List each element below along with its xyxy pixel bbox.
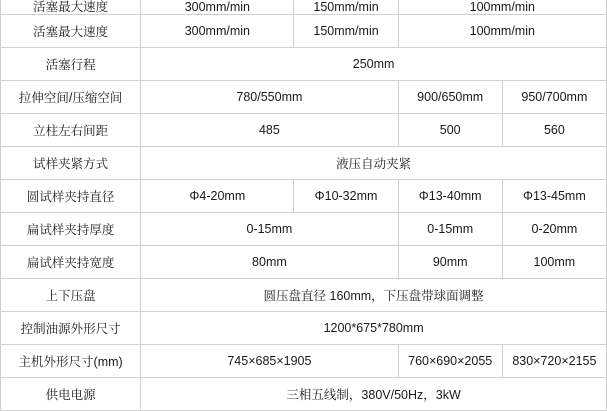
row-value: 液压自动夹紧 [141,147,607,180]
row-label: 控制油源外形尺寸 [1,312,141,345]
row-value: 100mm [502,246,606,279]
table-row [1,0,607,15]
table-row [1,114,607,147]
row-value: 150mm/min [294,0,398,15]
row-label: 扁试样夹持厚度 [1,213,141,246]
row-value: 1200*675*780mm [141,312,607,345]
table-row [1,246,607,279]
row-label: 试样夹紧方式 [1,147,141,180]
row-label: 活塞行程 [1,48,141,81]
row-value: 560 [502,114,606,147]
table-row [1,15,607,48]
table-row [1,312,607,345]
row-label: 活塞最大速度 [1,0,141,15]
row-value: 830×720×2155 [502,345,606,378]
table-row [1,147,607,180]
row-value: 745×685×1905 [141,345,398,378]
row-label: 活塞最大速度 [1,15,141,48]
table-row [1,213,607,246]
row-value: 900/650mm [398,81,502,114]
table-row [1,81,607,114]
row-value: 三相五线制，380V/50Hz，3kW [141,378,607,411]
row-value: 100mm/min [398,0,606,15]
row-label: 圆试样夹持直径 [1,180,141,213]
table-row [1,180,607,213]
specification-table-body [1,0,607,411]
row-label: 拉伸空间/压缩空间 [1,81,141,114]
row-value: Φ13-40mm [398,180,502,213]
row-label: 供电电源 [1,378,141,411]
row-value: 500 [398,114,502,147]
row-value: 90mm [398,246,502,279]
row-value: 300mm/min [141,0,294,15]
table-row [1,279,607,312]
row-value: 100mm/min [398,15,606,48]
row-value: 485 [141,114,398,147]
table-row [1,345,607,378]
row-label: 扁试样夹持宽度 [1,246,141,279]
row-value: 150mm/min [294,15,398,48]
row-value: Φ4-20mm [141,180,294,213]
row-value: 0-15mm [141,213,398,246]
row-value: 0-20mm [502,213,606,246]
row-value: 250mm [141,48,607,81]
row-value: 780/550mm [141,81,398,114]
row-value: Φ13-45mm [502,180,606,213]
table-row [1,378,607,411]
row-value: 80mm [141,246,398,279]
row-label: 主机外形尺寸(mm) [1,345,141,378]
row-value: 300mm/min [141,15,294,48]
row-value: 760×690×2055 [398,345,502,378]
row-value: 950/700mm [502,81,606,114]
row-label: 立柱左右间距 [1,114,141,147]
row-label: 上下压盘 [1,279,141,312]
row-value: 圆压盘直径 160mm，下压盘带球面调整 [141,279,607,312]
row-value: Φ10-32mm [294,180,398,213]
row-value: 0-15mm [398,213,502,246]
table-row [1,48,607,81]
